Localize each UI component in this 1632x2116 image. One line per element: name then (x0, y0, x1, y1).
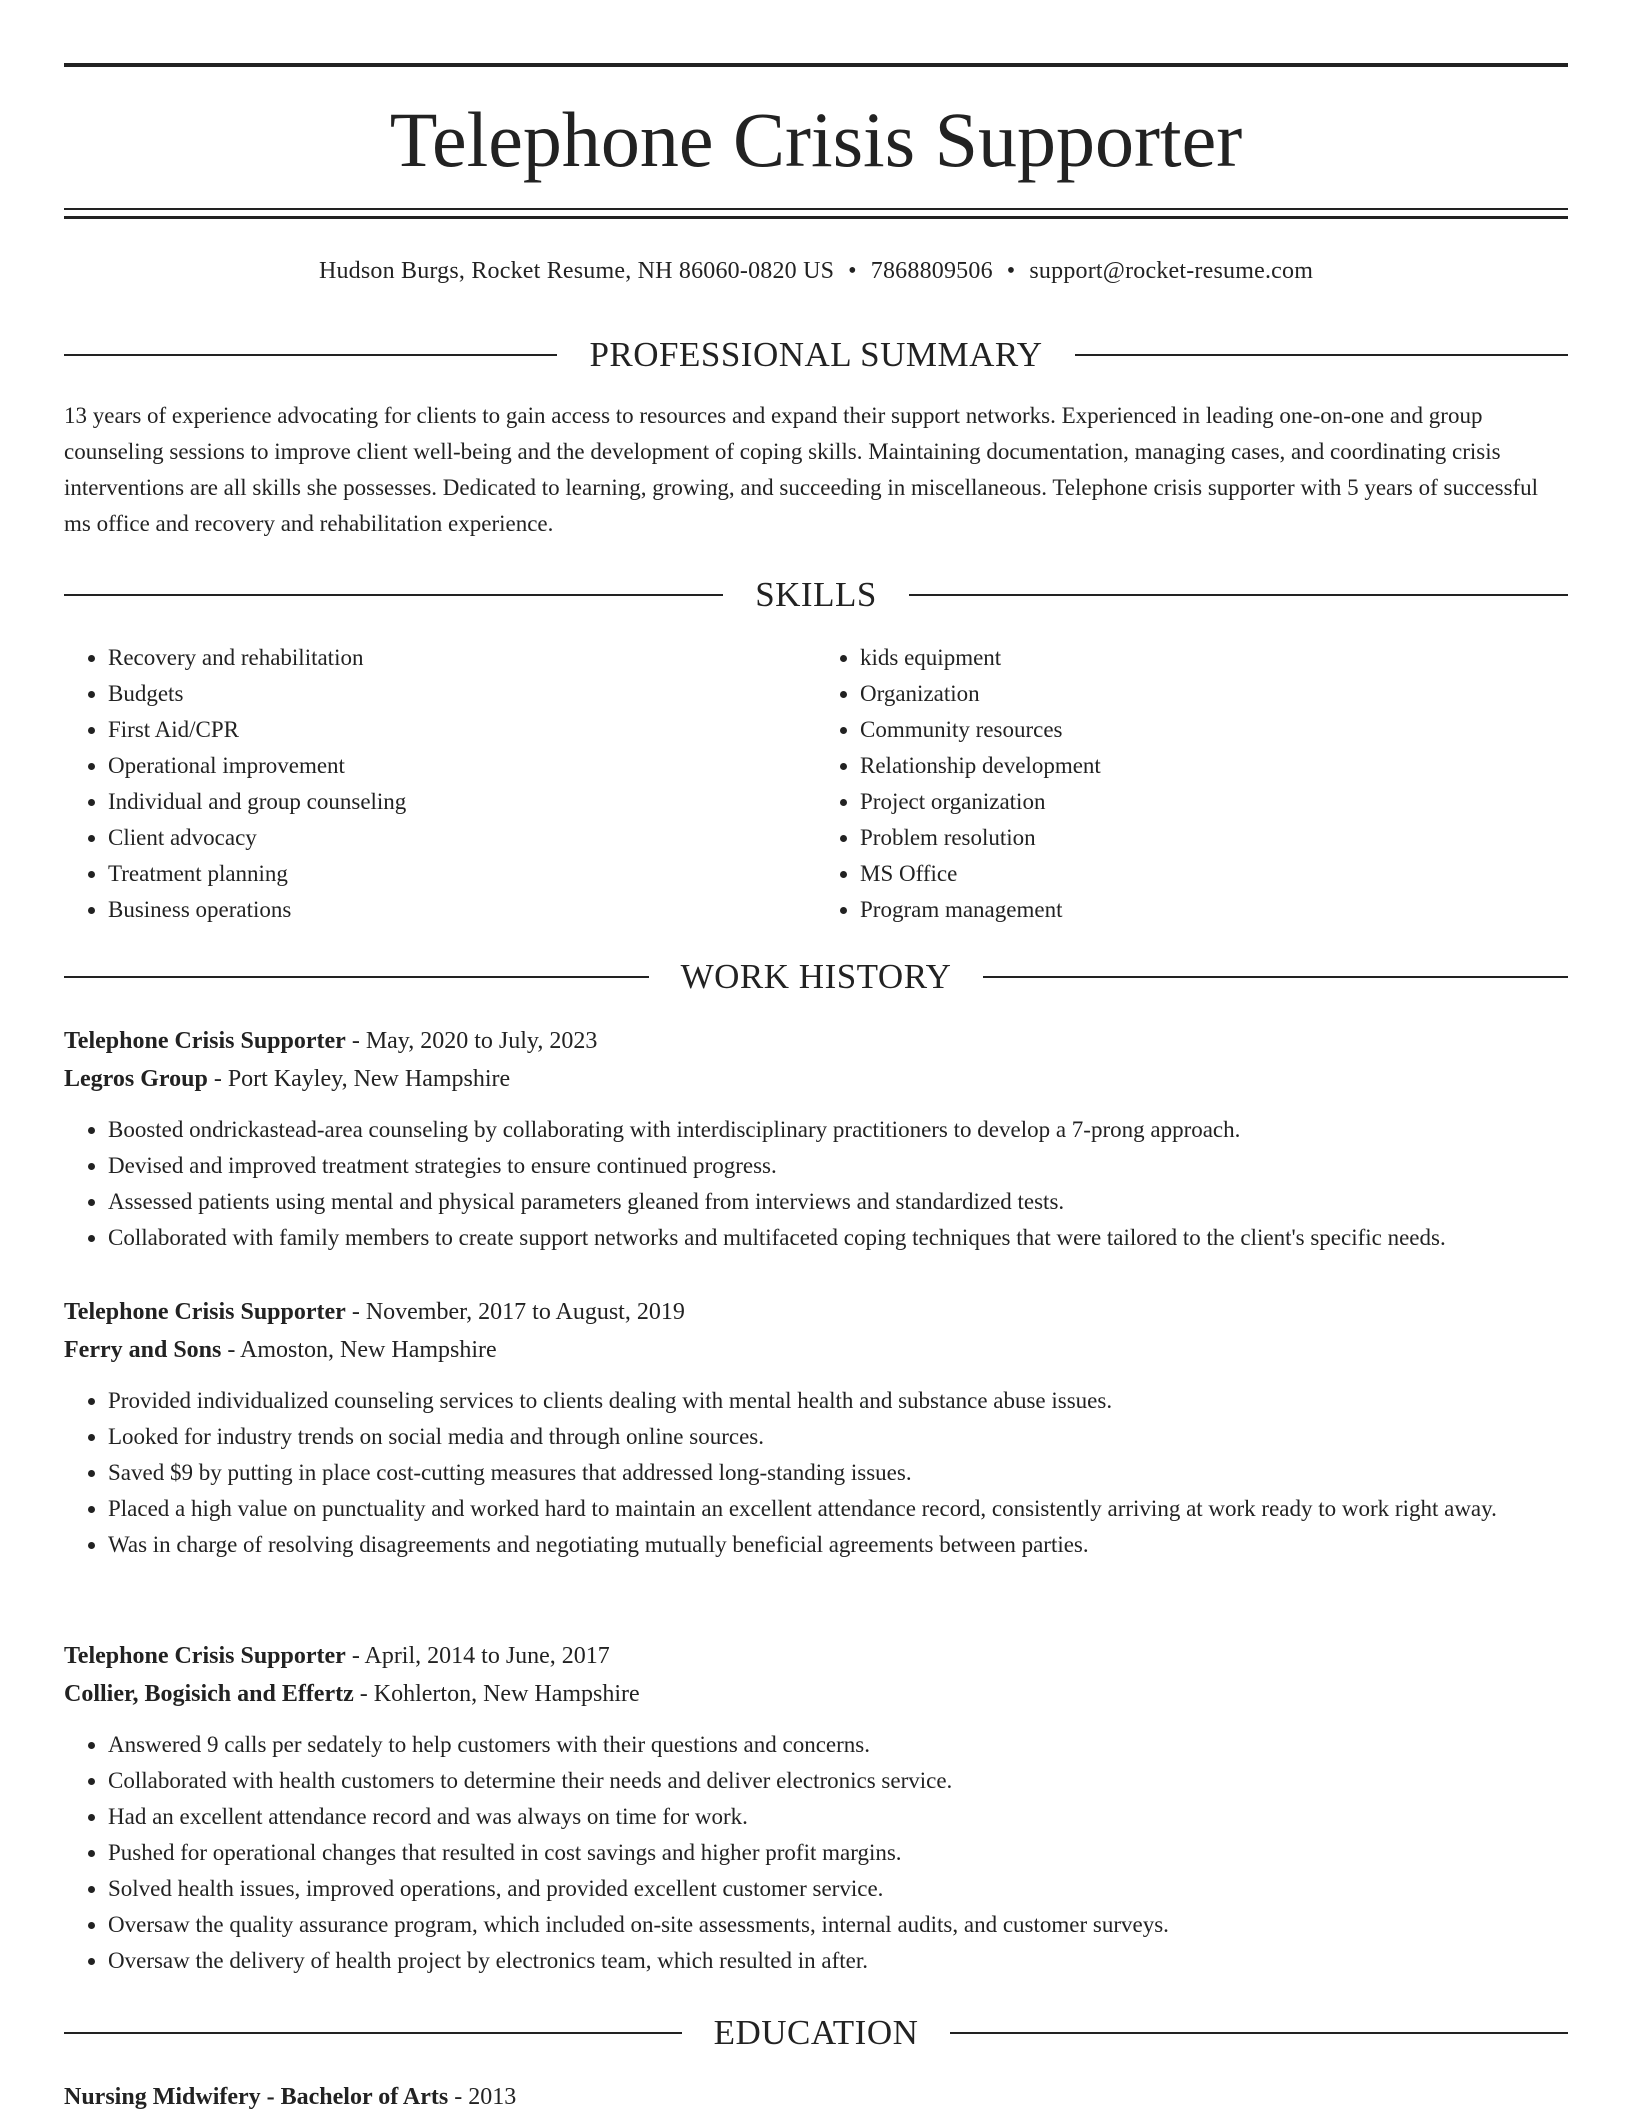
job-location: Port Kayley, New Hampshire (227, 1066, 511, 1092)
job-bullet: • Looked for industry trends on social media and through online sources. (108, 1419, 1568, 1455)
skill-item: • kids equipment (860, 640, 1568, 676)
contact-separator: • (1006, 258, 1016, 284)
job-location: Kohlerton, New Hampshire (373, 1681, 640, 1707)
skills-column-left (64, 640, 816, 928)
job-company: Collier, Bogisich and Effertz (64, 1681, 354, 1707)
skill-item: • Problem resolution (860, 820, 1568, 856)
job-company-line (64, 1331, 1568, 1369)
job-bullet: • Boosted ondrickastead-area counseling by collaborating with interdisciplinary practitioners to develop a 7-prong approach. (108, 1112, 1568, 1148)
dash-separator: - (448, 2084, 469, 2110)
job-company-line (64, 1675, 1568, 1713)
education-entry (64, 2078, 1568, 2116)
heading-rule-left (64, 976, 649, 978)
job-bullet: • Assessed patients using mental and physical parameters gleaned from interviews and standardized tests. (108, 1184, 1568, 1220)
skill-item: • MS Office (860, 856, 1568, 892)
title-rule-lower (64, 216, 1568, 219)
contact-phone: 7868809506 (870, 258, 993, 284)
job-title: Telephone Crisis Supporter (64, 1643, 346, 1669)
skill-item: • Organization (860, 676, 1568, 712)
summary-heading-label: PROFESSIONAL SUMMARY (589, 335, 1043, 374)
dash-separator: - (221, 1337, 241, 1363)
education-degree: Nursing Midwifery - Bachelor of Arts (64, 2084, 449, 2110)
contact-email: support@rocket-resume.com (1029, 258, 1314, 284)
job-dates: April, 2014 to June, 2017 (364, 1643, 610, 1669)
job-bullet: • Oversaw the delivery of health project by electronics team, which resulted in after. (108, 1943, 1568, 1979)
skill-item: • Treatment planning (108, 856, 816, 892)
heading-rule-right (950, 2032, 1568, 2034)
dash-separator: - (345, 1028, 366, 1054)
summary-heading (64, 335, 1568, 375)
heading-rule-right (1075, 354, 1568, 356)
skills-heading-label: SKILLS (755, 575, 877, 614)
job-entry (64, 1637, 1568, 1979)
job-bullets (64, 1383, 1568, 1563)
job-bullet: • Placed a high value on punctuality and worked hard to maintain an excellent attendance record, consistently arriving at work ready to work right away. (108, 1491, 1568, 1527)
job-bullet: • Collaborated with health customers to determine their needs and deliver electronics service. (108, 1763, 1568, 1799)
job-role-line (64, 1022, 1568, 1060)
skill-item: • Operational improvement (108, 748, 816, 784)
work-history-heading-label: WORK HISTORY (680, 957, 952, 996)
education-heading (64, 2013, 1568, 2053)
job-location: Amoston, New Hampshire (240, 1337, 497, 1363)
job-company: Legros Group (64, 1066, 208, 1092)
skill-item: • Program management (860, 892, 1568, 928)
dash-separator: - (345, 1299, 366, 1325)
education-heading-label: EDUCATION (713, 2013, 919, 2052)
skill-item: • Individual and group counseling (108, 784, 816, 820)
heading-rule-right (983, 976, 1568, 978)
contact-separator: • (848, 258, 857, 284)
job-bullet: • Had an excellent attendance record and was always on time for work. (108, 1799, 1568, 1835)
job-entry (64, 1022, 1568, 1256)
resume-title: Telephone Crisis Supporter (389, 96, 1243, 183)
job-bullet: • Pushed for operational changes that resulted in cost savings and higher profit margins. (108, 1835, 1568, 1871)
job-role-line (64, 1293, 1568, 1331)
job-company: Ferry and Sons (64, 1337, 222, 1363)
job-entry (64, 1293, 1568, 1563)
job-bullet: • Devised and improved treatment strategies to ensure continued progress. (108, 1148, 1568, 1184)
heading-rule-right (909, 594, 1568, 596)
job-company-line (64, 1060, 1568, 1098)
job-title: Telephone Crisis Supporter (64, 1028, 346, 1054)
work-history-heading (64, 957, 1568, 997)
job-role-line (64, 1637, 1568, 1675)
skill-item: • Community resources (860, 712, 1568, 748)
skill-item: • Business operations (108, 892, 816, 928)
job-dates: May, 2020 to July, 2023 (365, 1028, 598, 1054)
education-year: 2013 (468, 2084, 517, 2110)
skill-item: • Budgets (108, 676, 816, 712)
skill-item: • Recovery and rehabilitation (108, 640, 816, 676)
job-bullet: • Collaborated with family members to create support networks and multifaceted coping techniques that were tailored to the client's specific needs. (108, 1220, 1568, 1256)
job-bullet: • Provided individualized counseling services to clients dealing with mental health and substance abuse issues. (108, 1383, 1568, 1419)
skill-item: • Client advocacy (108, 820, 816, 856)
job-bullet: • Oversaw the quality assurance program, which included on-site assessments, internal audits, and customer surveys. (108, 1907, 1568, 1943)
skill-item: • First Aid/CPR (108, 712, 816, 748)
contact-address: Hudson Burgs, Rocket Resume, NH 86060-0820 US (318, 258, 835, 284)
job-dates: November, 2017 to August, 2019 (365, 1299, 685, 1325)
summary-text: 13 years of experience advocating for clients to gain access to resources and expand their support networks. Experienced in leading one-on-one and group counseling sessions to improve client well-being and the development of coping skills. Maintaining documentation, managing cases, and coordinating crisis interventions are all skills she possesses. Dedicated to learning, growing, and succeeding in miscellaneous. Telephone crisis supporter with 5 years of successful ms office and recovery and rehabilitation experience. (64, 403, 1539, 536)
skill-item: • Project organization (860, 784, 1568, 820)
heading-rule-left (64, 594, 723, 596)
skills-list (64, 640, 1568, 928)
heading-rule-left (64, 2032, 682, 2034)
job-bullets (64, 1112, 1568, 1256)
top-rule (64, 63, 1568, 67)
skill-item: • Relationship development (860, 748, 1568, 784)
title-rule-upper (64, 208, 1568, 210)
skills-column-right (816, 640, 1568, 928)
heading-rule-left (64, 354, 557, 356)
job-bullet: • Answered 9 calls per sedately to help customers with their questions and concerns. (108, 1727, 1568, 1763)
dash-separator: - (345, 1643, 365, 1669)
skills-heading (64, 575, 1568, 615)
job-bullet: • Was in charge of resolving disagreements and negotiating mutually beneficial agreements between parties. (108, 1527, 1568, 1563)
dash-separator: - (207, 1066, 228, 1092)
job-bullet: • Saved $9 by putting in place cost-cutting measures that addressed long-standing issues. (108, 1455, 1568, 1491)
job-title: Telephone Crisis Supporter (64, 1299, 346, 1325)
dash-separator: - (353, 1681, 374, 1707)
contact-line (64, 255, 1568, 287)
job-bullets (64, 1727, 1568, 1979)
job-bullet: • Solved health issues, improved operations, and provided excellent customer service. (108, 1871, 1568, 1907)
